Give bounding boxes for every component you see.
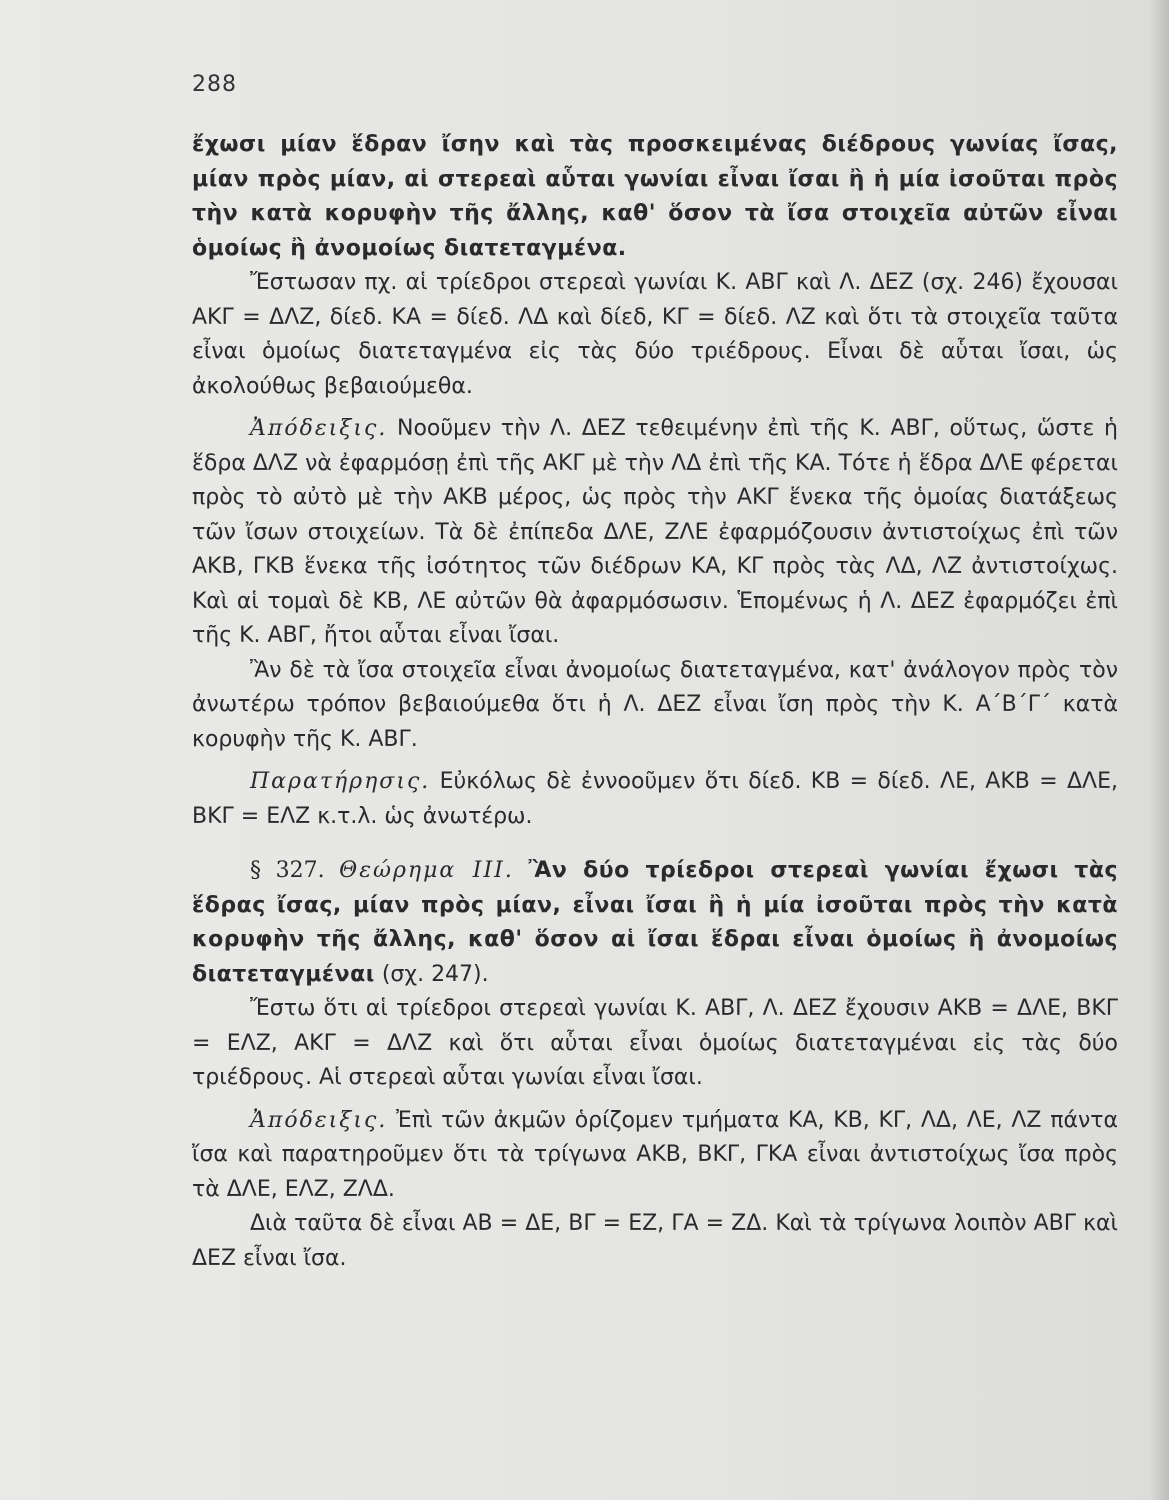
remark-paragraph <box>192 765 1118 834</box>
converse-paragraph: Ἂν δὲ τὰ ἴσα στοιχεῖα εἶναι ἀνομοίως διατεταγμένα, κατ' ἀνάλογον πρὸς τὸν ἀνωτέρω τρόπον βεβαιούμεθα ὅτι ἡ Λ. ΔΕΖ εἶναι ἴση πρὸς τὴν Κ. Α΄Β΄Γ΄ κατὰ κορυφὴν τῆς Κ. ΑΒΓ. <box>192 657 1118 752</box>
proof-paragraph <box>192 412 1118 654</box>
page-number: 288 <box>192 72 237 97</box>
theorem-label: Θεώρημα ΙΙΙ. <box>339 858 514 883</box>
proof-text-2: Ἐπὶ τῶν ἀκμῶν ὁρίζομεν τμήματα ΚΑ, ΚΒ, ΚΓ, ΛΔ, ΛΕ, ΛΖ πάντα ἴσα καὶ παρατηροῦμεν ὅτι τὰ τρίγωνα ΑΚΒ, ΒΚΓ, ΓΚΑ εἶναι ἀντιστοίχως ἴσα πρὸς τὰ ΔΛΕ, ΕΛΖ, ΖΛΔ. <box>192 1107 1118 1202</box>
figure-reference: (σχ. 247). <box>381 961 489 987</box>
section-number: § 327. <box>250 858 325 883</box>
proof-text: Νοοῦμεν τὴν Λ. ΔΕΖ τεθειμένην ἐπὶ τῆς Κ. ΑΒΓ, οὕτως, ὥστε ἡ ἕδρα ΔΛΖ νὰ ἐφαρμόσῃ ἐπὶ τῆς ΑΚΓ μὲ τὴν ΛΔ ἐπὶ τῆς ΚΑ. Τότε ἡ ἕδρα ΔΛΕ φέρεται πρὸς τὸ αὐτὸ μὲ τὴν ΑΚΒ μέρος, ὡς πρὸς τὴν ΑΚΓ ἕνεκα τῆς ὁμοίας διατάξεως τῶν ἴσων στοιχείων. Τὰ δὲ ἐπίπεδα ΔΛΕ, ΖΛΕ ἐφαρμόζουσιν ἀντιστοίχως ἐπὶ τῶν ΑΚΒ, ΓΚΒ ἕνεκα τῆς ἰσότητος τῶν διέδρων ΚΑ, ΚΓ πρὸς τὰς ΛΔ, ΛΖ ἀντιστοίχως. Καὶ αἱ τομαὶ δὲ ΚΒ, ΛΕ αὐτῶν θὰ ἀφαρμόσωσιν. Ἑπομένως ἡ Λ. ΔΕΖ ἐφαρμόζει ἐπὶ τῆς Κ. ΑΒΓ, ἤτοι αὗται εἶναι ἴσαι. <box>192 416 1118 648</box>
theorem-paragraph <box>192 854 1118 992</box>
hypothesis-paragraph-2: Ἔστω ὅτι αἱ τρίεδροι στερεαὶ γωνίαι Κ. ΑΒΓ, Λ. ΔΕΖ ἔχουσιν ΑΚΒ = ΔΛΕ, ΒΚΓ = ΕΛΖ, ΑΚΓ = ΔΛΖ καὶ ὅτι αὗται εἶναι ὁμοίως διατεταγμέναι εἰς τὰς δύο τριέδρους. Αἱ στερεαὶ αὗται γωνίαι εἶναι ἴσαι. <box>192 996 1118 1090</box>
hypothesis-paragraph: Ἔστωσαν πχ. αἱ τρίεδροι στερεαὶ γωνίαι Κ. ΑΒΓ καὶ Λ. ΔΕΖ (σχ. 246) ἔχουσαι ΑΚΓ = ΔΛΖ, δίεδ. ΚΑ = δίεδ. ΛΔ καὶ δίεδ, ΚΓ = δίεδ. ΛΖ καὶ ὅτι τὰ στοιχεῖα ταῦτα εἶναι ὁμοίως διατεταγμένα εἰς τὰς δύο τριέδρους. Εἶναι δὲ αὗται ἴσαι, ὡς ἀκολούθως βεβαιούμεθα. <box>192 270 1118 399</box>
remark-text: Εὐκόλως δὲ ἐννοοῦμεν ὅτι δίεδ. ΚΒ = δίεδ. ΛΕ, ΑΚΒ = ΔΛΕ, ΒΚΓ = ΕΛΖ κ.τ.λ. ὡς ἀνωτέρω. <box>192 769 1118 829</box>
proof-paragraph-2 <box>192 1104 1118 1208</box>
theorem-statement: Ἂν δύο τρίεδροι στερεαὶ γωνίαι ἔχωσι τὰς ἕδρας ἴσας, μίαν πρὸς μίαν, εἶναι ἴσαι ἢ ἡ μία ἰσοῦται πρὸς τὴν κατὰ κορυφὴν τῆς ἄλλης, καθ' ὅσον αἱ ἴσαι ἕδραι εἶναι ὁμοίως ἢ ἀνομοίως διατεταγμέναι <box>192 858 1119 987</box>
conclusion-paragraph: Διὰ ταῦτα δὲ εἶναι ΑΒ = ΔΕ, ΒΓ = ΕΖ, ΓΑ = ΖΔ. Καὶ τὰ τρίγωνα λοιπὸν ΑΒΓ καὶ ΔΕΖ εἶναι ἴσα. <box>192 1211 1118 1271</box>
theorem-continuation: ἔχωσι μίαν ἕδραν ἴσην καὶ τὰς προσκειμένας διέδρους γωνίας ἴσας, μίαν πρὸς μίαν, αἱ στερεαὶ αὗται γωνίαι εἶναι ἴσαι ἢ ἡ μία ἰσοῦται πρὸς τὴν κατὰ κορυφὴν τῆς ἄλλης, καθ' ὅσον τὰ ἴσα στοιχεῖα αὐτῶν εἶναι ὁμοίως ἢ ἀνομοίως διατεταγμένα. <box>192 132 1118 261</box>
page-edge <box>1151 0 1169 1500</box>
proof-label-2: Ἀπόδειξις. <box>250 1107 388 1133</box>
body-text <box>192 128 1118 1276</box>
remark-label: Παρατήρησις. <box>250 769 431 794</box>
proof-label: Ἀπόδειξις. <box>250 416 388 441</box>
